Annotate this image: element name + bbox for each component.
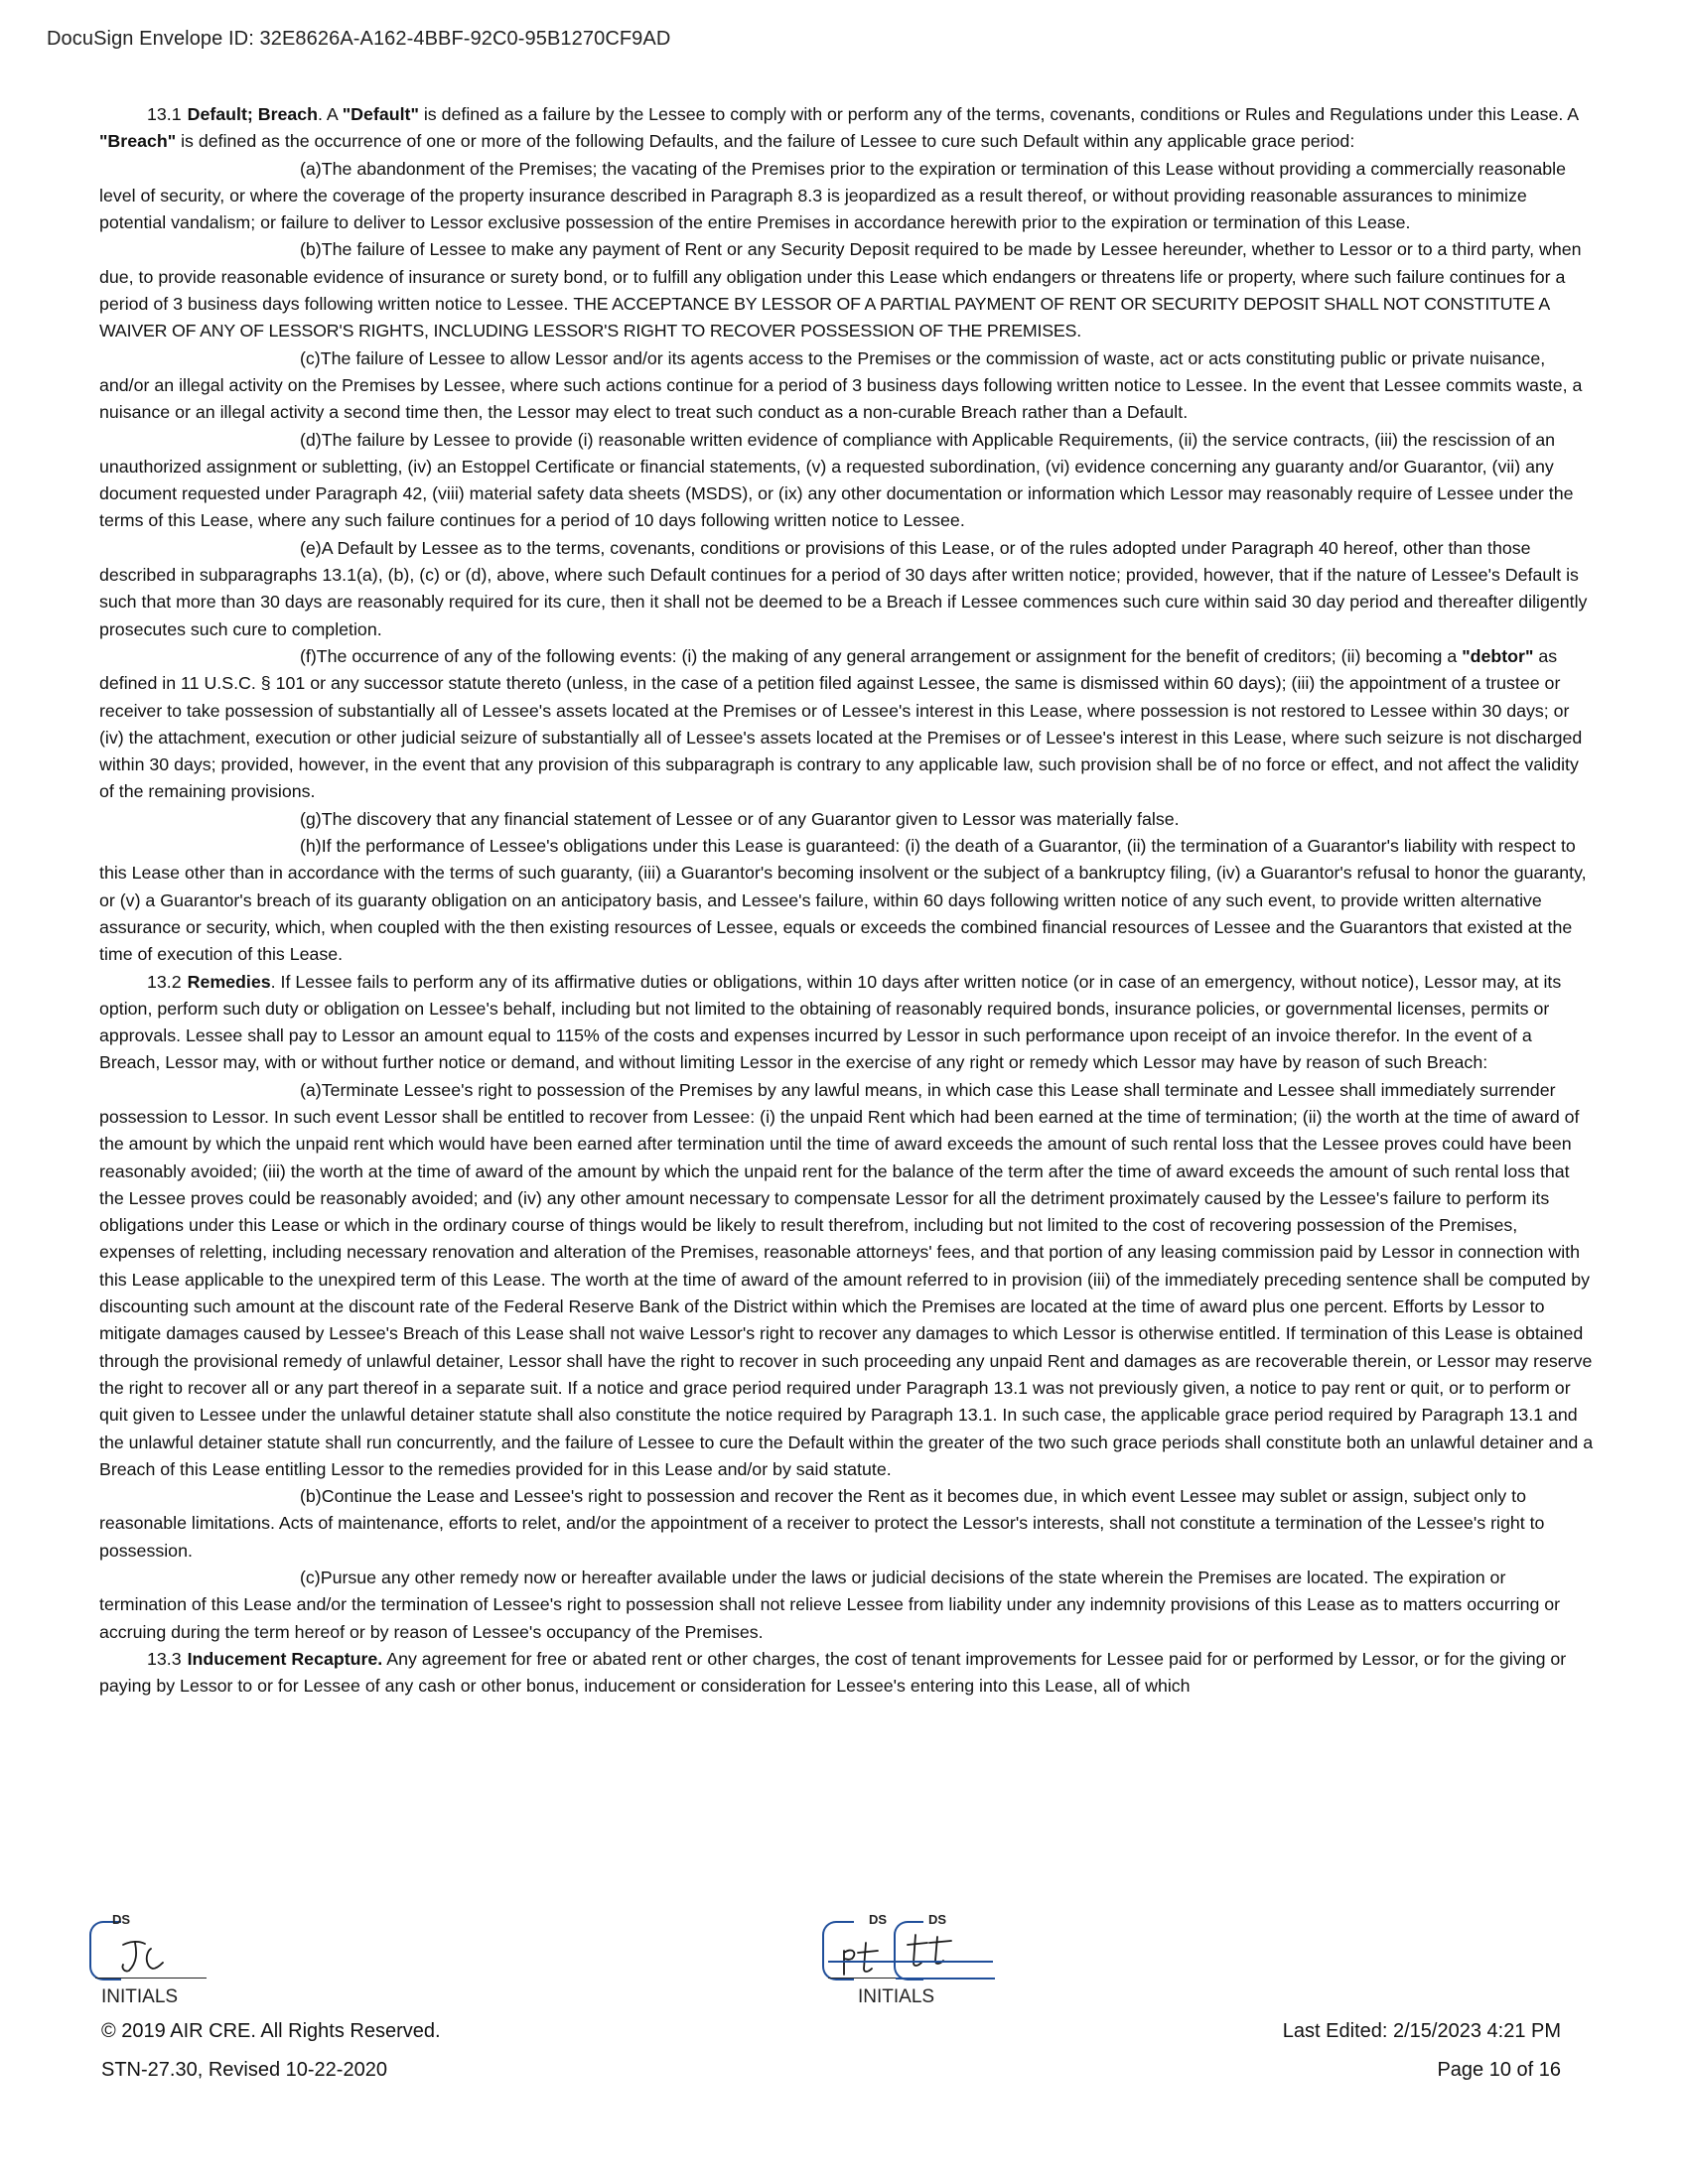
subparagraph-13-1-d [99, 427, 1594, 535]
subparagraph-text: The occurrence of any of the following events: (i) the making of any general arrangement or assignment for the benefit of creditors; (ii) becoming a [316, 645, 1463, 666]
section-number: 13.3 [147, 1648, 182, 1669]
subparagraph-13-1-b [99, 236, 1594, 344]
subparagraph-text: The abandonment of the Premises; the vacating of the Premises prior to the expiration or termination of this Lease without providing a commercially reasonable level of security, or where the coverage of the property insurance described in Paragraph 8.3 is jeopardized as a result thereof, or without providing reasonable assurances to minimize potential vandalism; or failure to deliver to Lessor exclusive possession of the entire Premises in accordance herewith prior to the expiration or termination of this Lease. [99, 158, 1566, 233]
subparagraph-13-1-h [99, 833, 1594, 968]
section-number: 13.2 [147, 971, 182, 992]
section-number: 13.1 [147, 104, 182, 124]
subparagraph-text: Terminate Lessee's right to possession of the Premises by any lawful means, in which case this Lease shall terminate and Lessee shall immediately surrender possession to Lessor. In such event Lessor shall be entitled to recover from Lessee: (i) the unpaid Rent which had been earned at the time of termination; (ii) the worth at the time of award of the amount by which the unpaid rent which would have been earned after termination until the time of award exceeds the amount of such rental loss that the Lessee proves could have been reasonably avoided; (iii) the worth at the time of award of the amount by which the unpaid rent for the balance of the term after the time of award exceeds the amount of such rental loss that the Lessee proves could be reasonably avoided; and (iv) any other amount necessary to compensate Lessor for all the detriment proximately caused by the Lessee's failure to perform its obligations under this Lease or which in the ordinary course of things would be likely to result therefrom, including but not limited to the cost of recovering possession of the Premises, expenses of reletting, including necessary renovation and alteration of the Premises, reasonable attorneys' fees, and that portion of any leasing commission paid by Lessor in connection with this Lease applicable to the unexpired term of this Lease. The worth at the time of award of the amount referred to in provision (iii) of the immediately preceding sentence shall be computed by discounting such amount at the discount rate of the Federal Reserve Bank of the District within which the Premises are located at the time of award plus one percent. Efforts by Lessor to mitigate damages caused by Lessee's Breach of this Lease shall not waive Lessor's right to recover any damages to which Lessor is otherwise entitled. If termination of this Lease is obtained through the provisional remedy of unlawful detainer, Lessor shall have the right to recover in such proceeding any unpaid Rent and damages as are recoverable therein, or Lessor may reserve the right to recover all or any part thereof in a separate suit. If a notice and grace period required under Paragraph 13.1 was not previously given, a notice to pay rent or quit, or to perform or quit given to Lessee under the unlawful detainer statute shall also constitute the notice required by Paragraph 13.1. In such case, the applicable grace period required by Paragraph 13.1 and the unlawful detainer statute shall run concurrently, and the failure of Lessee to cure the Default within the greater of the two such grace periods shall constitute both an unlawful detainer and a Breach of this Lease entitling Lessor to the remedies provided for in this Lease and/or by said statute. [99, 1079, 1594, 1479]
subparagraph-text: The failure of Lessee to make any payment of Rent or any Security Deposit required to be made by Lessee hereunder, whether to Lessor or to a third party, when due, to provide reasonable evidence of insurance or surety bond, or to fulfill any obligation under this Lease which endangers or threatens life or property, where such failure continues for a period of 3 business days following written notice to Lessee. [99, 239, 1582, 315]
section-text: . A [318, 104, 343, 124]
document-body [99, 101, 1594, 1701]
footer-form-id: STN-27.30, Revised 10-22-2020 [101, 2059, 387, 2081]
ds-tag: DS [928, 1912, 947, 1927]
initials-label: INITIALS [858, 1986, 935, 2007]
subparagraph-text: as defined in 11 U.S.C. § 101 or any successor statute thereto (unless, in the case of a petition filed against Lessee, the same is dismissed within 60 days); (iii) the appointment of a trustee or receiver to take possession of substantially all of Lessee's assets located at the Premises or of Lessee's interest in this Lease, where possession is not restored to Lessee within 30 days; or (iv) the attachment, execution or other judicial seizure of substantially all of Lessee's assets located at the Premises or of Lessee's interest in this Lease, where such seizure is not discharged within 30 days; provided, however, in the event that any provision of this subparagraph is contrary to any applicable law, such provision shall be of no force or effect, and not affect the validity of the remaining provisions. [99, 645, 1583, 802]
subparagraph-label: (d) [300, 429, 322, 450]
subparagraph-text: Pursue any other remedy now or hereafter available under the laws or judicial decisions of the state wherein the Premises are located. The expiration or termination of this Lease and/or the termination of Lessee's right to possession shall not relieve Lessee from liability under any indemnity provisions of this Lease as to matters occurring or accruing during the term hereof or by reason of Lessee's occupancy of the Premises. [99, 1568, 1561, 1642]
subparagraph-13-1-f [99, 643, 1594, 806]
initials-line [896, 1978, 995, 1979]
envelope-id: DocuSign Envelope ID: 32E8626A-A162-4BBF-92C0-95B1270CF9AD [47, 28, 671, 50]
subparagraph-label: (g) [300, 808, 322, 829]
subparagraph-text: If the performance of Lessee's obligations under this Lease is guaranteed: (i) the death of a Guarantor, (ii) the termination of a Guarantor's liability with respect to this Lease other than in accordance with the terms of such guaranty, (iii) a Guarantor's becoming insolvent or the subject of a bankruptcy filing, (iv) a Guarantor's refusal to honor the guaranty, or (v) a Guarantor's breach of its guaranty obligation on an anticipatory basis, and Lessee's failure, within 60 days following written notice of any such event, to provide written alternative assurance or security, which, when coupled with the then existing resources of Lessee, equals or exceeds the combined financial resources of Lessee and the Guarantors that existed at the time of execution of this Lease. [99, 836, 1587, 965]
subparagraph-label: (b) [300, 239, 322, 260]
subparagraph-label: (h) [300, 836, 322, 857]
section-13-1 [99, 101, 1594, 156]
initials-line [828, 1961, 993, 1963]
subparagraph-text: The failure of Lessee to allow Lessor and/or its agents access to the Premises or the commission of waste, act or acts constituting public or private nuisance, and/or an illegal activity on the Premises by Lessee, where such actions continue for a period of 3 business days following written notice to Lessee. In the event that Lessee commits waste, a nuisance or an illegal activity a second time then, the Lessor may elect to treat such conduct as a non-curable Breach rather than a Default. [99, 347, 1583, 423]
section-title: Inducement Recapture. [187, 1648, 383, 1669]
lessor-initials-stamp [87, 1911, 216, 2010]
subparagraph-text: The discovery that any financial statement of Lessee or of any Guarantor given to Lessor was materially false. [321, 808, 1180, 829]
subparagraph-label: (a) [300, 1079, 322, 1100]
subparagraph-label: (c) [300, 1568, 321, 1588]
subparagraph-label: (a) [300, 158, 322, 179]
defined-term-default: "Default" [342, 104, 419, 124]
defined-term-debtor: "debtor" [1462, 645, 1534, 666]
lessee-initials-stamp [820, 1911, 999, 2010]
subparagraph-13-2-b [99, 1483, 1594, 1565]
subparagraph-label: (c) [300, 347, 321, 368]
section-text: is defined as the occurrence of one or more of the following Defaults, and the failure of Lessee to cure such Default within any applicable grace period: [176, 131, 1355, 152]
section-text: Any agreement for free or abated rent or other charges, the cost of tenant improvements for Lessee paid for or performed by Lessor, or for the giving or paying by Lessor to or for Lessee of any cash or other bonus, inducement or consideration for Lessee's entering into this Lease, all of which [99, 1648, 1567, 1697]
defined-term-breach: "Breach" [99, 131, 177, 152]
ds-tag: DS [112, 1912, 131, 1927]
initials-line [95, 1978, 207, 1979]
subparagraph-13-2-a [99, 1077, 1594, 1483]
section-text: . If Lessee fails to perform any of its affirmative duties or obligations, within 10 days after written notice (or in case of an emergency, without notice), Lessor may, at its option, perform such duty or obligation on Lessee's behalf, including but not limited to the obtaining of reasonably required bonds, insurance policies, or governmental licenses, permits or approvals. Lessee shall pay to Lessor an amount equal to 115% of the costs and expenses incurred by Lessor in such performance upon receipt of an invoice therefor. In the event of a Breach, Lessor may, with or without further notice or demand, and without limiting Lessor in the exercise of any right or remedy which Lessor may have by reason of such Breach: [99, 971, 1562, 1073]
subparagraph-13-1-c [99, 345, 1594, 427]
subparagraph-text: The failure by Lessee to provide (i) reasonable written evidence of compliance with Applicable Requirements, (ii) the service contracts, (iii) the rescission of an unauthorized assignment or subletting, (iv) an Estoppel Certificate or financial statements, (v) a requested subordination, (vi) evidence concerning any guaranty and/or Guarantor, (vii) any document requested under Paragraph 42, (viii) material safety data sheets (MSDS), or (ix) any other documentation or information which Lessor may reasonably require of Lessee under the terms of this Lease, where any such failure continues for a period of 10 days following written notice to Lessee. [99, 429, 1574, 531]
subparagraph-13-2-c [99, 1565, 1594, 1646]
section-text: is defined as a failure by the Lessee to comply with or perform any of the terms, covenants, conditions or Rules and Regulations under this Lease. A [418, 104, 1579, 124]
section-13-3 [99, 1646, 1594, 1701]
subparagraph-13-1-g [99, 806, 1594, 833]
handwritten-initials-tt [906, 1929, 961, 1975]
handwritten-initials-jc [117, 1935, 177, 1979]
handwritten-initials-pt [838, 1933, 894, 1979]
ds-tag: DS [869, 1912, 888, 1927]
section-title: Remedies [187, 971, 271, 992]
footer-last-edited: Last Edited: 2/15/2023 4:21 PM [1282, 2020, 1561, 2042]
footer-copyright: © 2019 AIR CRE. All Rights Reserved. [101, 2020, 441, 2042]
section-title: Default; Breach [187, 104, 319, 124]
subparagraph-13-1-a [99, 156, 1594, 237]
subparagraph-text: A Default by Lessee as to the terms, covenants, conditions or provisions of this Lease, or of the rules adopted under Paragraph 40 hereof, other than those described in subparagraphs 13.1(a), (b), (c) or (d), above, where such Default continues for a period of 30 days after written notice; provided, however, that if the nature of Lessee's Default is such that more than 30 days are reasonably required for its cure, then it shall not be deemed to be a Breach if Lessee commences such cure within said 30 day period and thereafter diligently prosecutes such cure to completion. [99, 537, 1588, 639]
subparagraph-label: (b) [300, 1486, 322, 1507]
initials-label: INITIALS [101, 1986, 179, 2007]
subparagraph-label: (f) [300, 645, 317, 666]
footer-page-number: Page 10 of 16 [1437, 2059, 1561, 2081]
subparagraph-text: Continue the Lease and Lessee's right to possession and recover the Rent as it becomes due, in which event Lessee may sublet or assign, subject only to reasonable limitations. Acts of maintenance, efforts to relet, and/or the appointment of a receiver to protect the Lessor's interests, shall not constitute a termination of the Lessee's right to possession. [99, 1486, 1545, 1561]
subparagraph-label: (e) [300, 537, 322, 558]
subparagraph-13-1-e [99, 535, 1594, 643]
caps-notice: THE ACCEPTANCE BY LESSOR OF A PARTIAL PAYMENT OF RENT OR SECURITY DEPOSIT SHALL NOT CONSTITUTE A WAIVER OF ANY OF LESSOR'S RIGHTS, INCLUDING LESSOR'S RIGHT TO RECOVER POSSESSION OF THE PREMISES. [99, 294, 1550, 341]
section-13-2 [99, 969, 1594, 1077]
